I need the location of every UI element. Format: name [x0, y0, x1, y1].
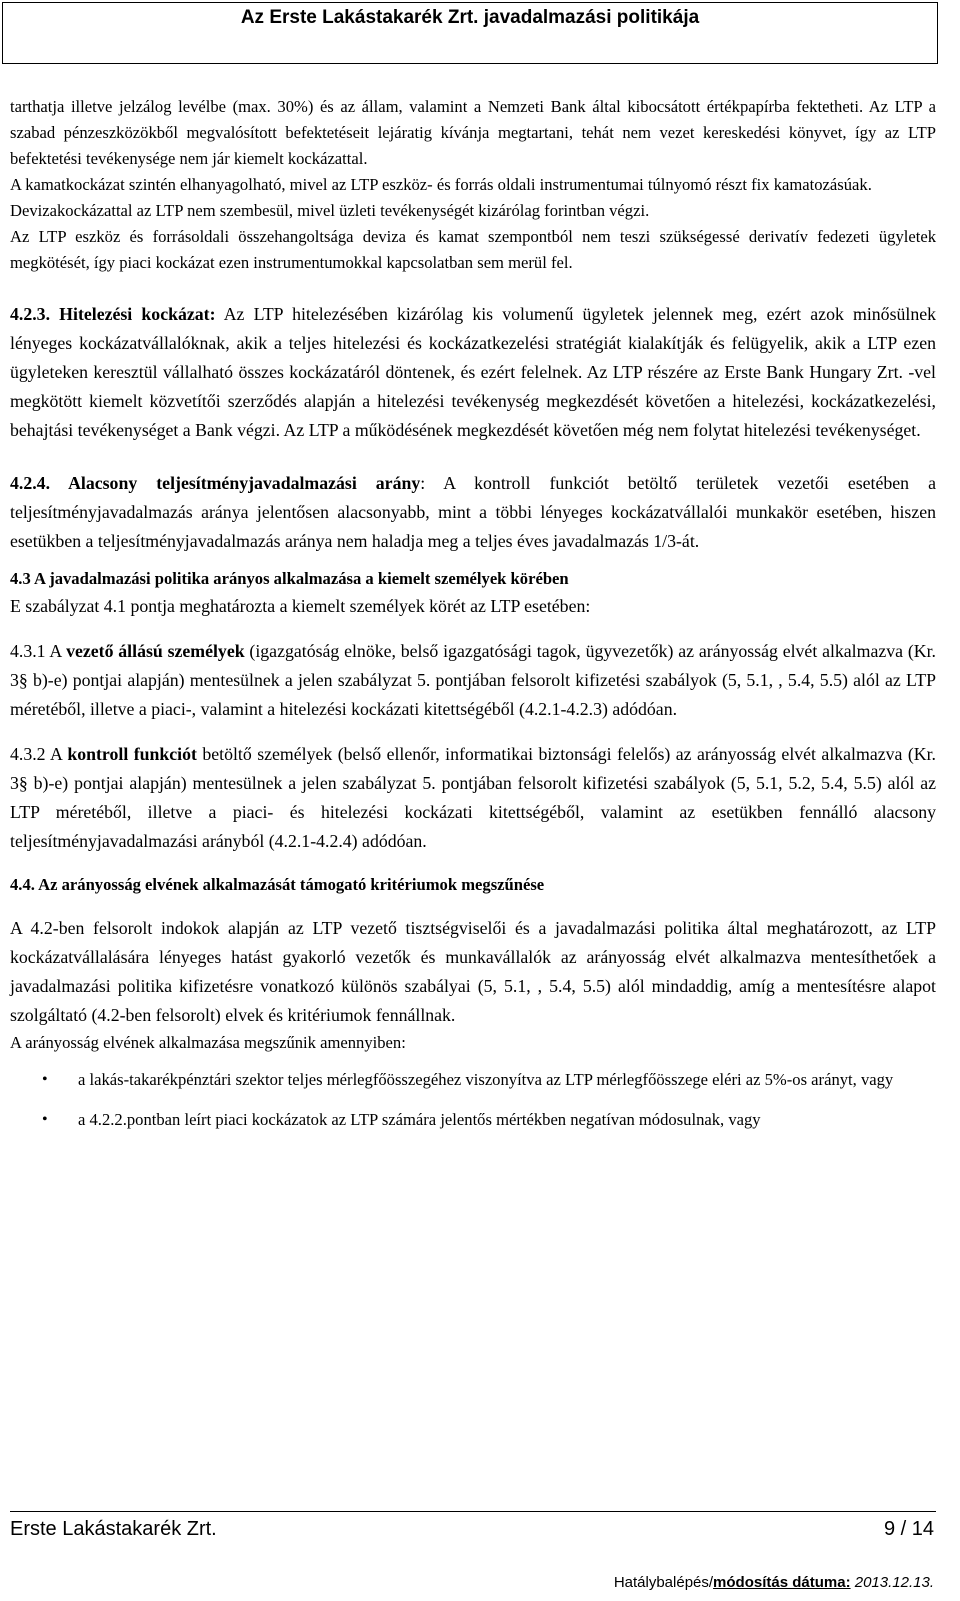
section-heading: 4.2.3. Hitelezési kockázat: [10, 304, 216, 324]
section-4-2-4 [10, 469, 936, 556]
footer-company: Erste Lakástakarék Zrt. [10, 1518, 217, 1540]
paragraph: A 4.2-ben felsorolt indokok alapján az LTP vezető tisztségviselői és a javadalmazási politika által meghatározott, az LTP kockázatvállalására lényeges hatást gyakorló vezetők és munkavállalók az arányosság elvét alkalmazva mentesíthetőek a javadalmazási politika kifizetésre vonatkozó különös szabályai (5, 5.1, , 5.4, 5.5) alól mindaddig, amíg a mentesítésre alapot szolgáltató (4.2-ben felsorolt) elvek és kritériumok fennállnak. [10, 918, 936, 1025]
bold-term: kontroll funkciót [67, 744, 197, 764]
section-4-2-3 [10, 300, 936, 445]
list-item [10, 1066, 936, 1094]
bold-term: vezető állású személyek [66, 641, 245, 661]
paragraph: A arányosság elvének alkalmazása megszűnik amennyiben: [10, 1033, 406, 1052]
section-text: Az LTP hitelezésében kizárólag kis volumenű ügyletek jelennek meg, ezért azok minősülnek lényeges kockázatvállalóknak, akik a teljes hitelezési és kockázatkezelési stratégiát kialakítják és felügyelik, akik a LTP ezen ügyleteken keresztül vállalható összes kockázatáról döntenek, és ezért felelnek. Az LTP részére az Erste Bank Hungary Zrt. -vel megkötött kiemelt közvetítői szerződés alapján a hitelezési tevékenység megkezdését követően a hitelezési, kockázatkezelési, behajtási tevékenységet a Bank végzi. Az LTP a működésének megkezdését követően még nem folytat hitelezési tevékenységet. [10, 304, 936, 440]
page-header [2, 2, 938, 64]
bullet-list [10, 1066, 936, 1134]
modification-label: módosítás dátuma: [713, 1574, 851, 1591]
section-text: : A kontroll funkciót betöltő területek vezetői esetében a teljesítményjavadalmazás aránya jelentősen alacsonyabb, mint a többi lényeges kockázatvállalói munkakör esetében, hiszen esetükben a teljesítményjavadalmazás aránya nem haladja meg a teljes éves javadalmazás 1/3-át. [10, 473, 936, 551]
effective-prefix: Hatálybalépés/ [613, 1574, 714, 1591]
section-4-3-heading: 4.3 A javadalmazási politika arányos alkalmazása a kiemelt személyek körében [10, 569, 569, 588]
list-item-text: a 4.2.2.pontban leírt piaci kockázatok az LTP számára jelentős mértékben negatívan módosulnak, vagy [78, 1110, 761, 1129]
paragraph: E szabályzat 4.1 pontja meghatározta a kiemelt személyek körét az LTP esetében: [10, 596, 591, 616]
effective-date [614, 1574, 934, 1591]
paragraph: Az LTP eszköz és forrásoldali összehangoltsága deviza és kamat szempontból nem teszi szükségessé derivatív fedezeti ügyletek megkötését, így piaci kockázat ezen instrumentumokkal kapcsolatban sem merül fel. [10, 227, 936, 272]
document-title: Az Erste Lakástakarék Zrt. javadalmazási politikája [240, 7, 700, 28]
section-text: (igazgatóság elnöke, belső igazgatósági tagok, ügyvezetők) az arányosság elvét alkalmazva (Kr. 3§ b)-e) pontjai alapján) mentesülnek a jelen szabályzat 5. pontjában felsorolt kifizetési szabályok (5, 5.1, , 5.4, 5.5) alól az LTP méretéből, illetve a piaci-, valamint a hitelezési kockázati kitettségéből (4.2.1-4.2.3) adódóan. [10, 641, 936, 719]
effective-date-value: 2013.12.13. [850, 1574, 934, 1591]
paragraph: A kamatkockázat szintén elhanyagolható, mivel az LTP eszköz- és forrás oldali instrumentumai túlnyomó részt fix kamatozásúak. [10, 175, 872, 194]
list-item [10, 1106, 936, 1134]
bullet-icon: • [42, 1071, 48, 1088]
paragraph: tarthatja illetve jelzálog levélbe (max. 30%) és az állam, valamint a Nemzeti Bank által kibocsátott értékpapírba fektetheti. Az LTP a szabad pénzeszközökből megvalósított befektetéseit lejáratig kívánja megtartani, tehát nem vezet kereskedési könyvet, így az LTP befektetési tevékenysége nem jár kiemelt kockázattal. [10, 97, 936, 168]
bullet-icon: • [42, 1111, 48, 1128]
section-number: 4.3.1 A [10, 641, 67, 661]
section-heading: 4.2.4. Alacsony teljesítményjavadalmazási arány [10, 473, 421, 493]
section-4-3-1 [10, 637, 936, 724]
page-number: 9 / 14 [883, 1518, 934, 1540]
document-body [10, 94, 936, 1146]
section-number: 4.3.2 A [10, 744, 68, 764]
paragraph: Devizakockázattal az LTP nem szembesül, mivel üzleti tevékenységét kizárólag forintban végzi. [10, 201, 650, 220]
section-4-3-2 [10, 740, 936, 856]
list-item-text: a lakás-takarékpénztári szektor teljes mérlegfőösszegéhez viszonyítva az LTP mérlegfőösszege eléri az 5%-os arányt, vagy [78, 1070, 894, 1089]
footer-divider [10, 1511, 936, 1512]
section-4-4-heading: 4.4. Az arányosság elvének alkalmazását támogató kritériumok megszűnése [10, 875, 545, 894]
section-text: betöltő személyek (belső ellenőr, informatikai biztonsági felelős) az arányosság elvét alkalmazva (Kr. 3§ b)-e) pontjai alapján) mentesülnek a jelen szabályzat 5. pontjában felsorolt kifizetési szabályok (5, 5.1, 5.2, 5.4, 5.5) alól az LTP méretéből, illetve a piaci- és hitelezési kockázati kitettségéből, valamint az esetükben fennálló alacsony teljesítményjavadalmazási arányból (4.2.1-4.2.4) adódóan. [10, 744, 936, 851]
